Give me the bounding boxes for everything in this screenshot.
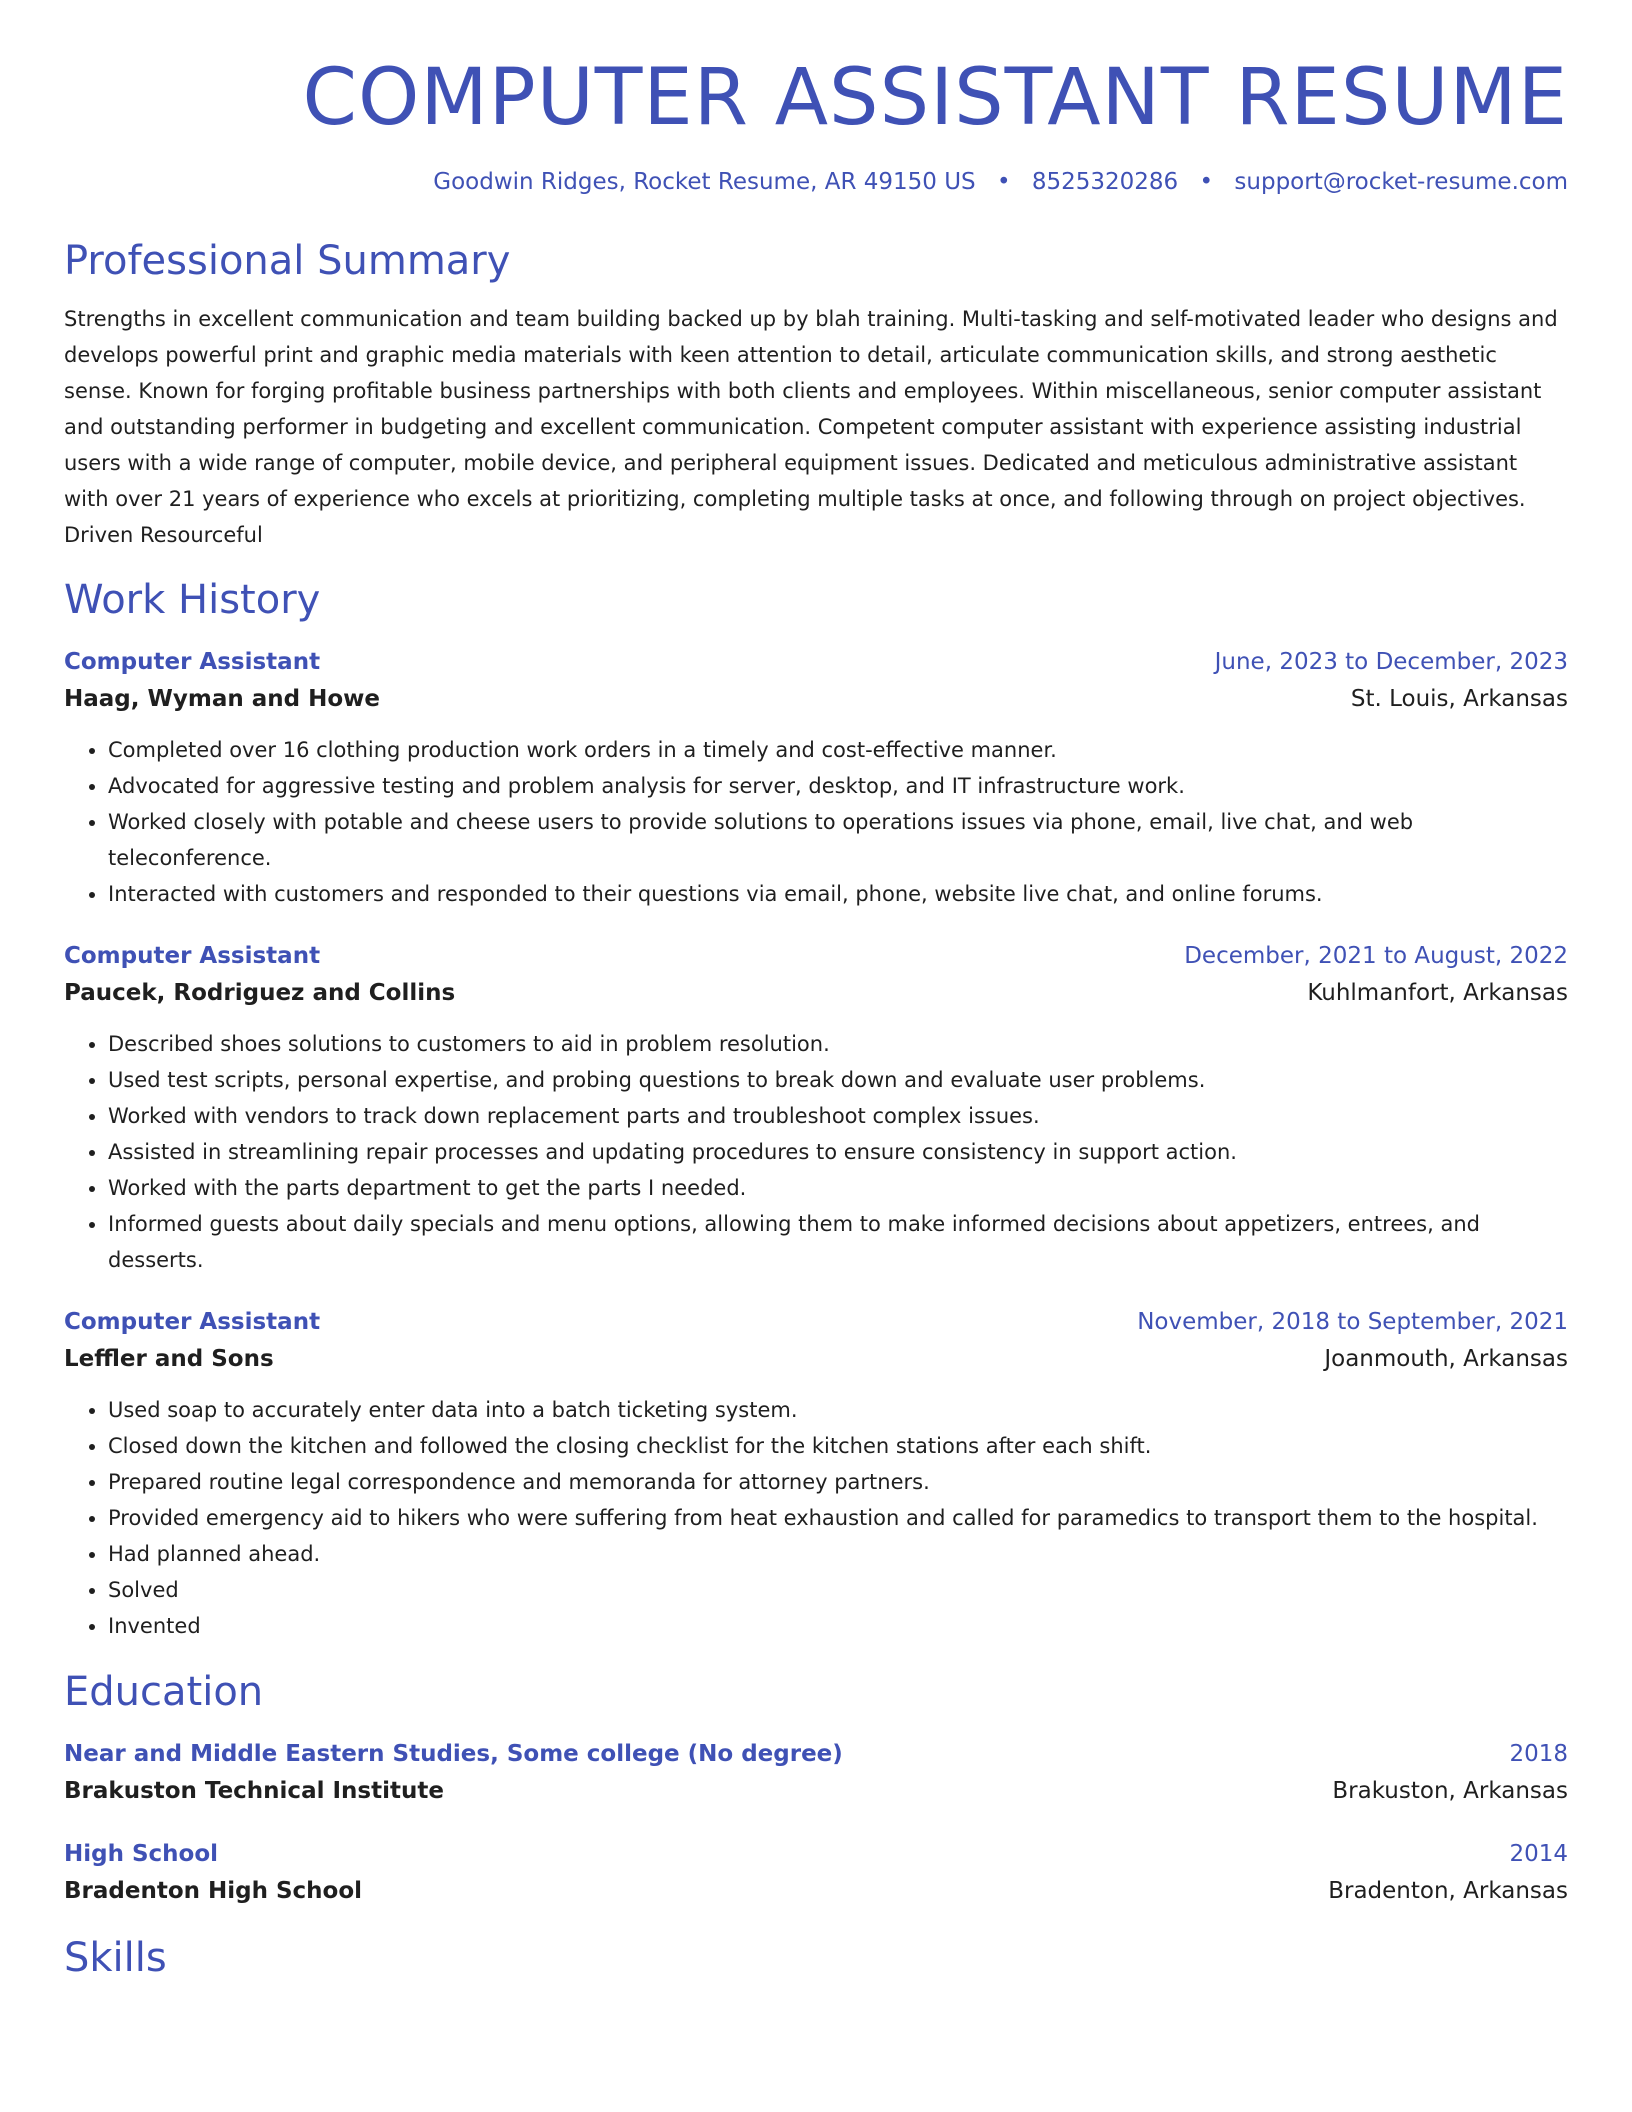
education-header-row [64,1836,1568,1872]
job-bullet: • Interacted with customers and responded to their questions via email, phone, website live chat, and online forums. [108,876,1568,912]
education-entry [64,1736,1568,1810]
job-entry [64,1304,1568,1644]
job-company: Paucek, Rodriguez and Collins [64,980,456,1007]
education-header-row [64,1736,1568,1772]
education-school: Brakuston Technical Institute [64,1778,444,1805]
education-location: Brakuston, Arkansas [1332,1778,1568,1805]
education-entry [64,1836,1568,1910]
job-company: Haag, Wyman and Howe [64,686,380,713]
job-entry [64,938,1568,1278]
resume-title: COMPUTER ASSISTANT RESUME [302,53,1568,143]
section-heading-summary: Professional Summary [64,238,511,285]
job-bullet: • Advocated for aggressive testing and problem analysis for server, desktop, and IT infrastructure work. [108,768,1568,804]
job-header-row [64,644,1568,680]
contact-line [64,168,1568,198]
job-bullet: • Used soap to accurately enter data into a batch ticketing system. [108,1392,1568,1428]
education-school-row [64,1772,1568,1810]
contact-email: support@rocket-resume.com [1234,168,1568,195]
job-company: Leffler and Sons [64,1346,274,1373]
job-header-row [64,938,1568,974]
job-company-row [64,680,1568,718]
job-bullet: • Had planned ahead. [108,1536,1568,1572]
job-bullets [64,1026,1568,1278]
job-role: Computer Assistant [64,1309,321,1336]
job-role: Computer Assistant [64,649,321,676]
job-bullet: • Completed over 16 clothing production work orders in a timely and cost-effective manner. [108,732,1568,768]
contact-separator: • [1199,168,1214,195]
section-heading-work-history: Work History [64,577,321,624]
contact-phone: 8525320286 [1031,168,1179,195]
job-dates: June, 2023 to December, 2023 [1214,649,1568,676]
summary-text: Strengths in excellent communication and team building backed up by blah training. Multi-tasking and self-motivated leader who designs and develops powerful print and graphic media materials with keen attention to detail, articulate communication skills, and strong aesthetic sense. Known for forging profitable business partnerships with both clients and employees. Within miscellaneous, senior computer assistant and outstanding performer in budgeting and excellent communication. Competent computer assistant with experience assisting industrial users with a wide range of computer, mobile device, and peripheral equipment issues. Dedicated and meticulous administrative assistant with over 21 years of experience who excels at prioritizing, completing multiple tasks at once, and following through on project objectives. Driven Resourceful [64,307,1558,548]
job-bullets [64,732,1568,912]
job-dates: November, 2018 to September, 2021 [1137,1309,1568,1336]
education-school: Bradenton High School [64,1878,363,1905]
education-degree: Near and Middle Eastern Studies, Some college (No degree) [64,1741,843,1768]
education-school-row [64,1872,1568,1910]
job-company-row [64,974,1568,1012]
job-bullet: • Worked closely with potable and cheese users to provide solutions to operations issues via phone, email, live chat, and web teleconference. [108,804,1568,876]
contact-separator: • [996,168,1011,195]
job-bullet: • Assisted in streamlining repair processes and updating procedures to ensure consistency in support action. [108,1134,1568,1170]
job-bullet: • Prepared routine legal correspondence and memoranda for attorney partners. [108,1464,1568,1500]
job-bullet: • Worked with the parts department to get the parts I needed. [108,1170,1568,1206]
job-bullet: • Closed down the kitchen and followed the closing checklist for the kitchen stations after each shift. [108,1428,1568,1464]
education-year: 2018 [1509,1741,1568,1768]
job-company-row [64,1340,1568,1378]
education-location: Bradenton, Arkansas [1328,1878,1568,1905]
job-bullet: • Described shoes solutions to customers to aid in problem resolution. [108,1026,1568,1062]
contact-address: Goodwin Ridges, Rocket Resume, AR 49150 US [433,168,976,195]
job-bullet: • Solved [108,1572,1568,1608]
job-location: Kuhlmanfort, Arkansas [1307,980,1568,1007]
section-heading-skills: Skills [64,1935,167,1982]
job-bullet: • Used test scripts, personal expertise, and probing questions to break down and evaluate user problems. [108,1062,1568,1098]
job-dates: December, 2021 to August, 2022 [1184,943,1568,970]
job-entry [64,644,1568,912]
education-year: 2014 [1509,1841,1568,1868]
job-role: Computer Assistant [64,943,321,970]
education-degree: High School [64,1841,219,1868]
job-bullet: • Provided emergency aid to hikers who were suffering from heat exhaustion and called for paramedics to transport them to the hospital. [108,1500,1568,1536]
job-bullets [64,1392,1568,1644]
job-location: Joanmouth, Arkansas [1324,1346,1568,1373]
job-bullet: • Informed guests about daily specials and menu options, allowing them to make informed decisions about appetizers, entrees, and desserts. [108,1206,1568,1278]
job-bullet: • Invented [108,1608,1568,1644]
job-header-row [64,1304,1568,1340]
section-heading-education: Education [64,1669,264,1716]
job-bullet: • Worked with vendors to track down replacement parts and troubleshoot complex issues. [108,1098,1568,1134]
job-location: St. Louis, Arkansas [1350,686,1568,713]
